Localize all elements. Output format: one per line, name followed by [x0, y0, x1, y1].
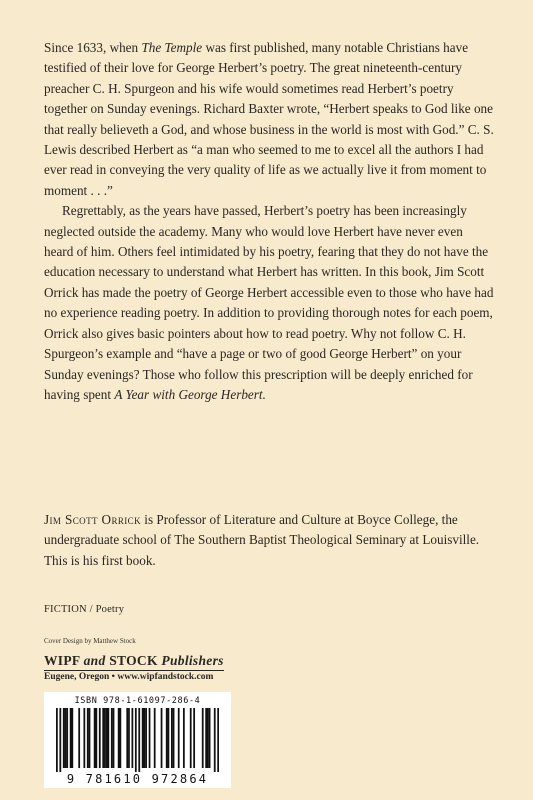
- author-name: Jim Scott Orrick: [44, 512, 141, 527]
- blurb-p2-run: A Year with George Herbert.: [114, 386, 266, 402]
- barcode-bar: [149, 708, 151, 768]
- blurb-p1-run: Since 1633, when: [44, 40, 142, 55]
- barcode-bar: [118, 708, 120, 768]
- barcode-bar: [99, 708, 101, 768]
- barcode-bar: [202, 708, 204, 768]
- barcode-bar: [214, 708, 216, 772]
- barcode: [44, 692, 231, 788]
- barcode-bar: [59, 708, 61, 772]
- barcode-bar: [107, 708, 109, 768]
- barcode-bar: [104, 708, 106, 768]
- publisher-name-suffix: Publishers: [161, 653, 224, 668]
- barcode-bar: [142, 708, 144, 768]
- barcode-bar: [193, 708, 195, 768]
- barcode-bar: [126, 708, 128, 768]
- barcode-bar: [102, 708, 104, 768]
- barcode-bar: [168, 708, 170, 768]
- barcode-bar: [144, 708, 146, 768]
- barcode-bar: [166, 708, 168, 768]
- barcode-bar: [178, 708, 180, 768]
- barcode-bar: [119, 708, 121, 768]
- author-bio-text: is Professor of Literature and Culture at Boyce College, the undergraduate school of The Southern Baptist Theological Seminary at Louisville. This is his first book.: [44, 512, 480, 568]
- barcode-bar: [78, 708, 80, 768]
- blurb-p2-run: Regrettably, as the years have passed, Herbert’s poetry has been increasingly neglected outside the academy. Many who would love Herbert have never even heard of him. Others feel intimidated by his poetry, fearing that they do not have the education necessary to understand what Herbert has written. In this book, Jim Scott Orrick has made the poetry of George Herbert accessible even to those who have had no experience reading poetry. In addition to providing thorough notes for each poem, Orrick also gives basic pointers about how to read poetry. Why not follow C. H. Spurgeon’s example and “have a page or two of good George Herbert” on your Sunday evenings? Those who follow this prescription will be deeply enriched for having spent: [44, 203, 494, 402]
- blurb-text: [44, 38, 494, 405]
- barcode-bar: [173, 708, 175, 768]
- barcode-bar: [65, 708, 67, 768]
- barcode-digits: 9 781610 972864: [66, 772, 209, 786]
- barcode-bar: [207, 708, 209, 768]
- barcode-bar: [66, 708, 68, 768]
- barcode-bar: [190, 708, 192, 768]
- isbn-label: ISBN 978-1-61097-286-4: [74, 696, 201, 706]
- barcode-bar: [63, 708, 65, 768]
- publisher-rule: [44, 670, 224, 671]
- author-bio: [44, 510, 499, 571]
- barcode-bar: [145, 708, 147, 768]
- blurb-paragraph-2: [44, 201, 494, 405]
- blurb-paragraph-1: [44, 38, 494, 201]
- barcode-bar: [95, 708, 97, 768]
- barcode-bar: [135, 708, 137, 772]
- barcode-bar: [111, 708, 113, 768]
- barcode-bar: [205, 708, 207, 768]
- barcode-bar: [171, 708, 173, 768]
- publisher-name-and: and: [83, 653, 106, 668]
- barcode-bar: [106, 708, 108, 768]
- barcode-bar: [56, 708, 58, 772]
- barcode-bar: [87, 708, 89, 768]
- barcode-bar: [128, 708, 130, 768]
- book-category: FICTION / Poetry: [44, 604, 125, 615]
- barcode-bars: [56, 708, 219, 772]
- barcode-bar: [161, 708, 163, 768]
- barcode-bar: [71, 708, 73, 768]
- barcode-bar: [138, 708, 140, 772]
- blurb-p1-run: was first published, many notable Christians have testified of their love for George Herbert’s poetry. The great nineteenth-century preacher C. H. Spurgeon and his wife would sometimes read Herbert’s poetry together on Sunday evenings. Richard Baxter wrote, “Herbert speaks to God like one that really believeth a God, and whose business in the world is most with God.” C. S. Lewis described Herbert as “a man who seemed to me to excel all the authors I had ever read in conveying the very quality of life as we actually live it from moment to moment . . .”: [44, 40, 494, 198]
- barcode-bar: [70, 708, 72, 768]
- publisher-address: Eugene, Oregon • www.wipfandstock.com: [44, 672, 214, 682]
- barcode-bar: [154, 708, 156, 768]
- blurb-p1-run: The Temple: [141, 40, 203, 55]
- barcode-bar: [209, 708, 211, 768]
- publisher-name-stock: STOCK: [105, 653, 162, 668]
- barcode-bar: [83, 708, 85, 768]
- barcode-bar: [89, 708, 91, 768]
- barcode-bar: [131, 708, 133, 768]
- publisher-name-wipf: WIPF: [44, 653, 84, 668]
- cover-credit: Cover Design by Matthew Stock: [44, 637, 136, 645]
- barcode-bar: [113, 708, 115, 768]
- barcode-bar: [183, 708, 185, 768]
- publisher-logo: [44, 653, 224, 669]
- barcode-bar: [94, 708, 96, 768]
- barcode-bar: [217, 708, 219, 772]
